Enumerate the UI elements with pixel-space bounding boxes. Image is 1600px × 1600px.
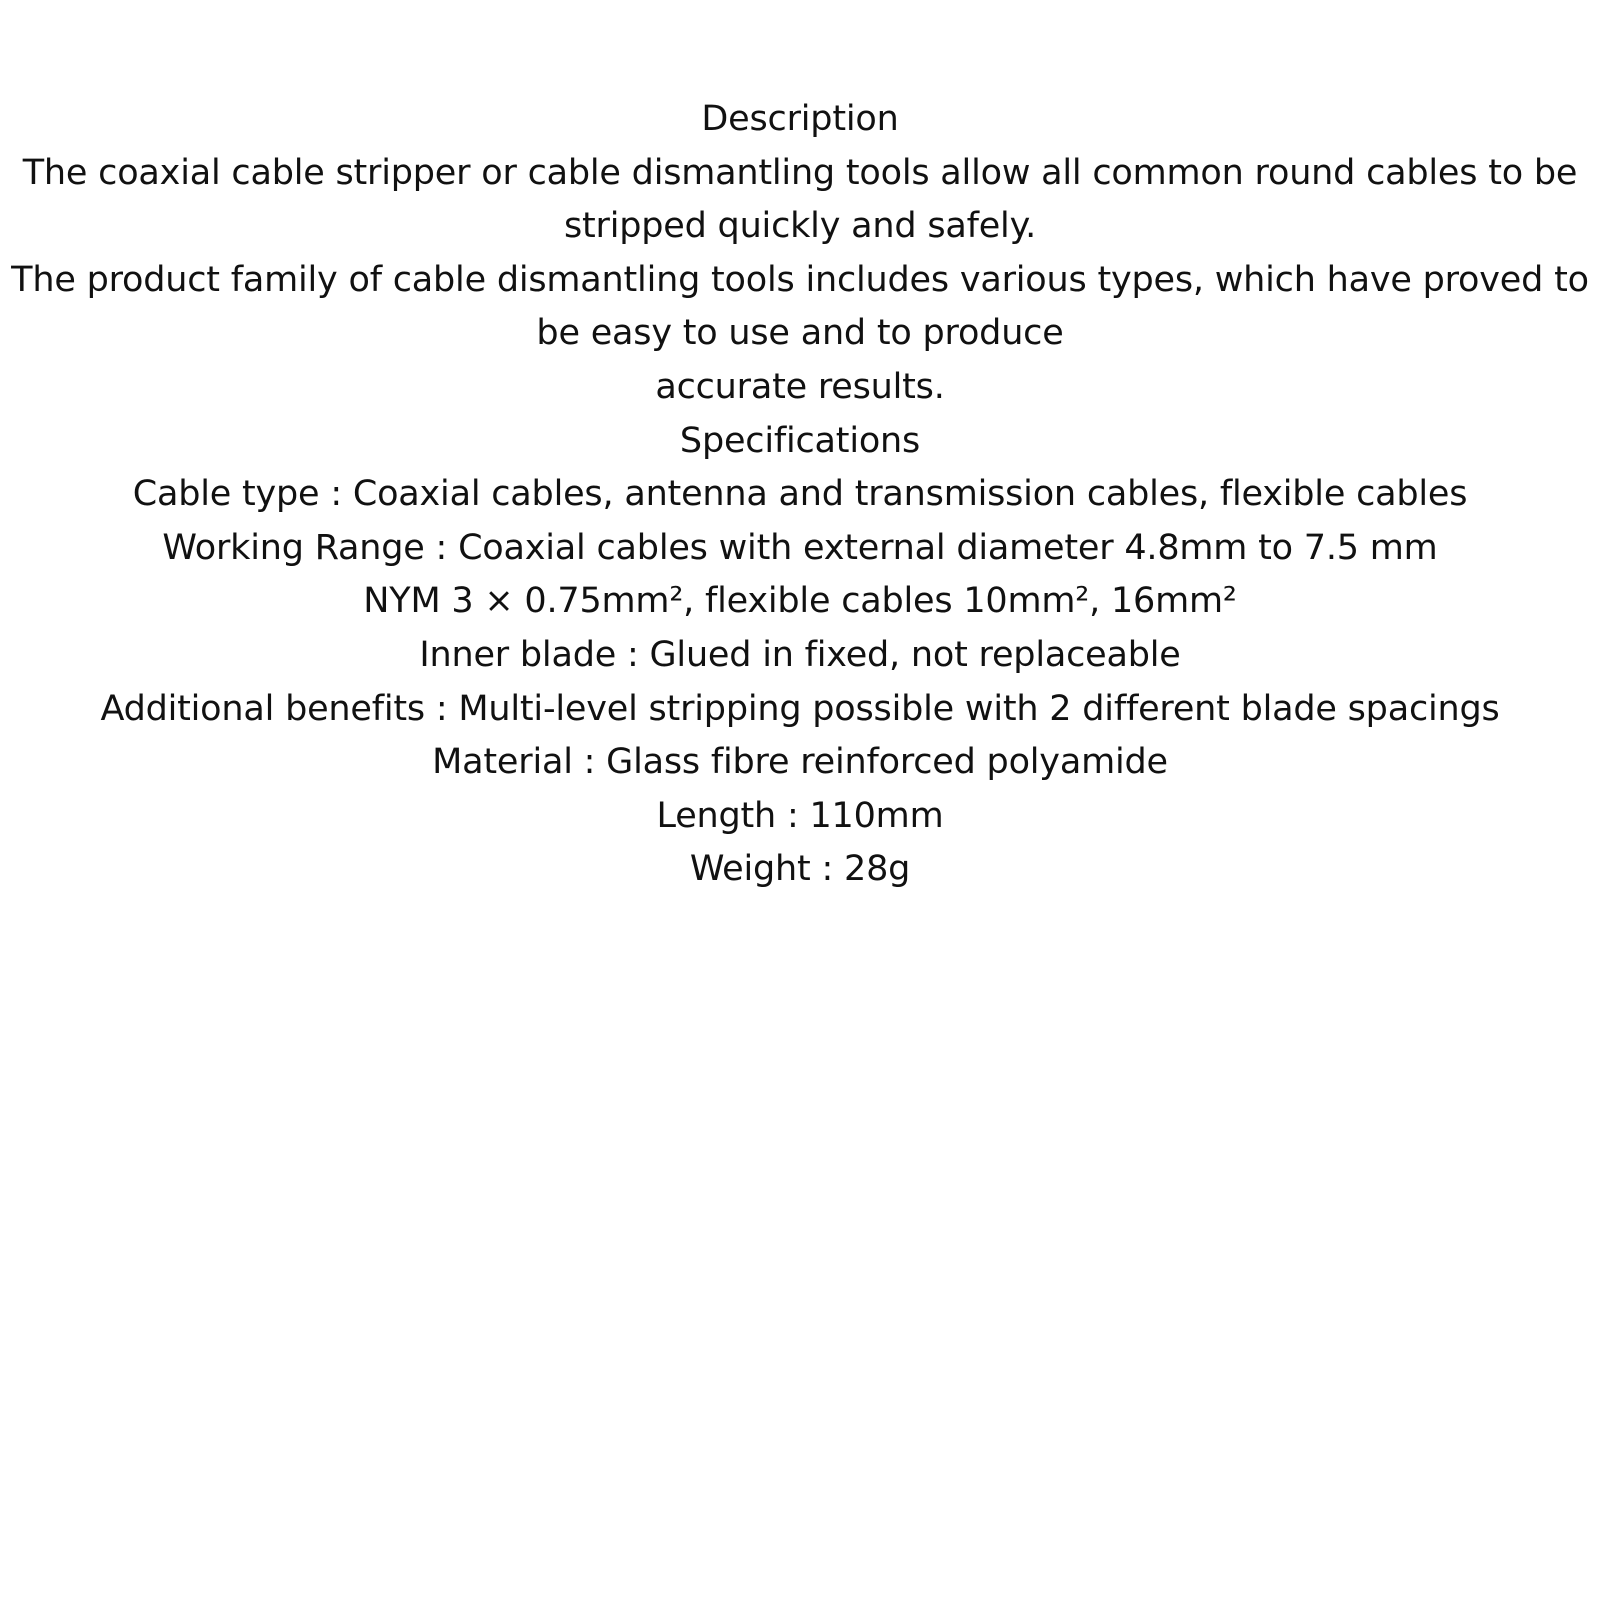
specifications-heading: Specifications [679, 420, 921, 461]
description-heading: Description [701, 99, 899, 139]
spec-length: Length : 110mm [656, 795, 944, 836]
product-description [0, 93, 1600, 897]
spec-working-range: Working Range : Coaxial cables with external diameter 4.8mm to 7.5 mm [162, 527, 1438, 568]
spec-nym: NYM 3 × 0.75mm², flexible cables 10mm², 16mm² [363, 581, 1237, 622]
description-paragraph: The product family of cable dismantling tools includes various types, which have proved to be easy to use and to produce [11, 259, 1600, 354]
spec-cable-type: Cable type : Coaxial cables, antenna and transmission cables, flexible cables [132, 474, 1468, 515]
spec-additional-benefits: Additional benefits : Multi-level stripping possible with 2 different blade spacings [100, 688, 1500, 729]
description-paragraph: accurate results. [655, 366, 945, 407]
spec-inner-blade: Inner blade : Glued in fixed, not replaceable [419, 634, 1181, 675]
spec-material: Material : Glass fibre reinforced polyamide [432, 742, 1168, 783]
description-paragraph: The coaxial cable stripper or cable dismantling tools allow all common round cables to be stripped quickly and safely. [22, 152, 1589, 247]
spec-weight: Weight : 28g [689, 849, 911, 890]
